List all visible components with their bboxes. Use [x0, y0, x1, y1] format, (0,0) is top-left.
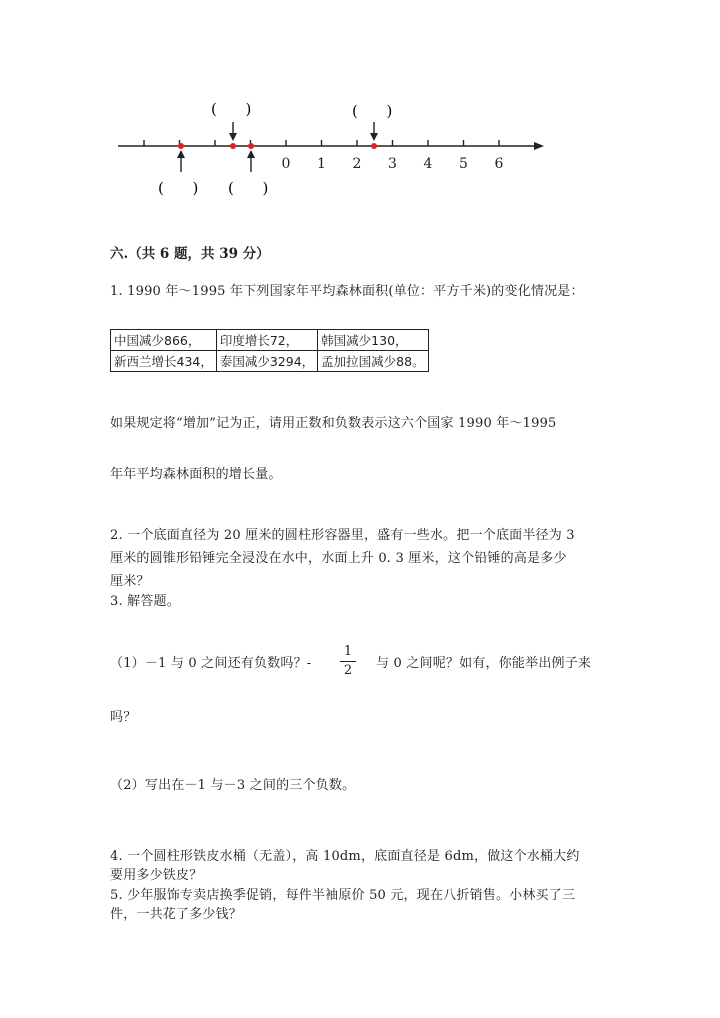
fraction-bar [340, 661, 356, 662]
q3-part1-text-a: （1）－1 与 0 之间还有负数吗？- [110, 656, 312, 671]
q1-intro: 1. 1990 年～1995 年下列国家年平均森林面积(单位：平方千米)的变化情况是： [110, 284, 584, 299]
table-cell: 中国减少866， [111, 330, 217, 351]
down-arrow-icon [370, 122, 378, 141]
tick-label: 5 [459, 156, 468, 172]
q3-part1-text-b: 与 0 之间呢？如有，你能举出例子来 [376, 656, 592, 671]
tick-label: 4 [423, 156, 433, 172]
tick-label: 1 [317, 156, 326, 172]
q4-line2: 要用多少铁皮？ [110, 868, 203, 883]
answer-blank-bottom-right: ( ) [228, 179, 269, 197]
forest-change-table [110, 329, 429, 372]
up-arrow-icon [247, 150, 255, 172]
q2-line1: 2. 一个底面直径为 20 厘米的圆柱形容器里，盛有一些水。把一个底面半径为 3 [110, 528, 575, 543]
table-cell: 新西兰增长434， [111, 351, 217, 372]
table-row [111, 351, 429, 372]
table-row [111, 330, 429, 351]
q5-line1: 5. 少年服饰专卖店换季促销，每件半袖原价 50 元，现在八折销售。小林买了三 [110, 888, 576, 903]
fraction-denominator: 2 [343, 663, 353, 678]
down-arrow-icon [229, 122, 237, 141]
number-line-arrowhead [534, 142, 544, 150]
q2-line3: 厘米？ [110, 574, 150, 589]
point-a [178, 143, 184, 149]
section-heading: 六.（共 6 题，共 39 分） [110, 246, 270, 262]
table-cell: 泰国减少3294， [216, 351, 317, 372]
q4-line1: 4. 一个圆柱形铁皮水桶（无盖），高 10dm，底面直径是 6dm，做这个水桶大约 [110, 849, 580, 864]
tick-label: 6 [494, 156, 504, 172]
point-b [230, 143, 236, 149]
answer-blank-top-right: ( ) [352, 102, 393, 120]
up-arrow-icon [177, 150, 185, 172]
q1-instruction-line2: 年年平均森林面积的增长量。 [110, 467, 282, 482]
answer-blank-top-left: ( ) [211, 100, 252, 118]
fraction-one-half [340, 645, 356, 678]
q5-line2: 件，一共花了多少钱？ [110, 907, 243, 922]
point-d [371, 143, 377, 149]
q2-line2: 厘米的圆锥形铅锤完全浸没在水中，水面上升 0. 3 厘米，这个铅锤的高是多少 [110, 551, 567, 566]
answer-blank-bottom-left: ( ) [158, 179, 199, 197]
number-line-tick-labels [282, 156, 504, 172]
table-cell: 孟加拉国减少88。 [318, 351, 428, 372]
q3-title: 3. 解答题。 [110, 594, 180, 609]
table-cell: 印度增长72， [216, 330, 317, 351]
q3-part1-text-c: 吗？ [110, 710, 137, 725]
tick-label: 3 [388, 156, 397, 172]
tick-label: 0 [281, 156, 291, 172]
q1-instruction-line1: 如果规定将“增加”记为正，请用正数和负数表示这六个国家 1990 年～1995 [110, 416, 557, 431]
table-cell: 韩国减少130， [318, 330, 428, 351]
point-c [248, 143, 254, 149]
number-line-ticks [144, 140, 499, 146]
number-line-diagram [0, 90, 720, 210]
fraction-numerator: 1 [343, 644, 353, 659]
tick-label: 2 [352, 156, 362, 172]
q3-part2: （2）写出在－1 与－3 之间的三个负数。 [110, 778, 356, 793]
